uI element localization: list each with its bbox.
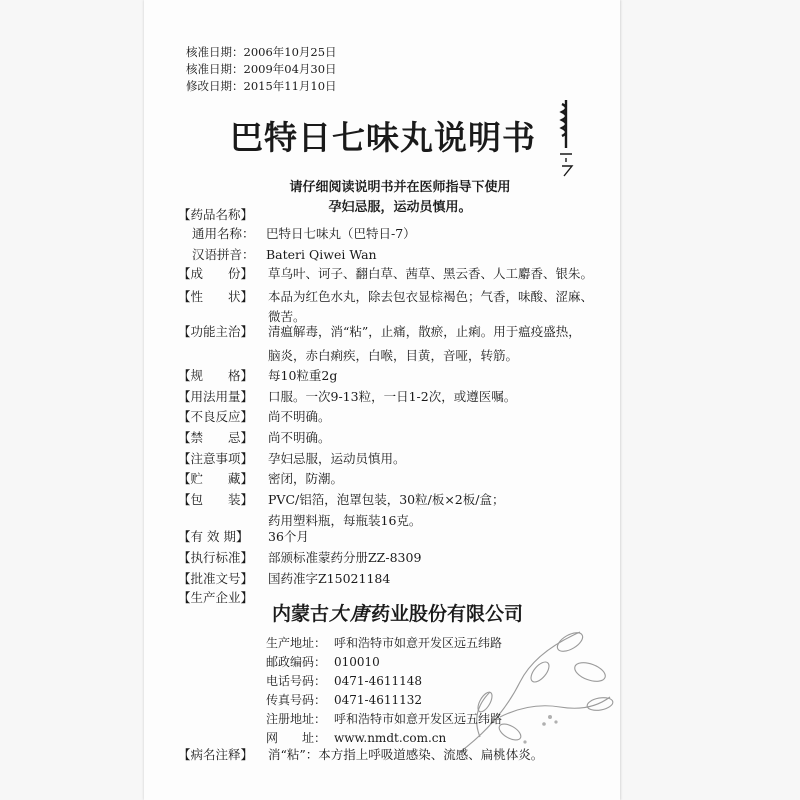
approval-label: 【批准文号】 (178, 571, 254, 586)
validity-label: 【有 效 期】 (178, 529, 249, 544)
common-name-label: 通用名称： (192, 226, 255, 241)
annotation-label: 【病名注释】 (178, 747, 254, 762)
date-line: 核准日期：2009年04月30日 (186, 62, 337, 76)
common-name-value: 巴特日七味丸（巴特日-7） (266, 226, 416, 241)
character-value: 本品为红色水丸，除去包衣显棕褐色；气香，味酸、涩麻、 (268, 289, 594, 304)
specification-label: 【规 格】 (178, 368, 254, 383)
date-line: 核准日期：2006年10月25日 (186, 45, 337, 59)
character-value-cont: 微苦。 (268, 309, 306, 324)
usage-notice: 请仔细阅读说明书并在医师指导下使用 (289, 180, 511, 195)
contact-label: 生产地址： (266, 636, 327, 650)
specification-value: 每10粒重2g (268, 368, 338, 383)
dosage-row (178, 387, 516, 407)
contact-row (266, 634, 502, 653)
contraindications-row (178, 428, 331, 448)
approval-value: 国药准字Z15021184 (268, 571, 391, 586)
contact-label: 邮政编码： (266, 655, 327, 669)
contact-row (266, 691, 422, 710)
company-suffix: 药业股份有限公司 (371, 603, 524, 625)
contact-value: 呼和浩特市如意开发区远五纬路 (334, 636, 503, 650)
contact-label: 电话号码： (266, 674, 327, 688)
common-name-row (178, 224, 416, 244)
indications-value-cont: 脑炎，赤白痢疾，白喉，目黄，音哑，转筋。 (268, 348, 519, 363)
approval-dates (186, 44, 337, 95)
contact-value: 010010 (334, 655, 380, 669)
standard-row (178, 548, 421, 568)
contact-value: 呼和浩特市如意开发区远五纬路 (334, 712, 503, 726)
storage-value: 密闭，防潮。 (268, 471, 344, 486)
validity-value: 36个月 (268, 529, 309, 544)
character-label: 【性 状】 (178, 289, 254, 304)
pregnancy-warning: 孕妇忌服，运动员慎用。 (328, 200, 472, 215)
storage-row (178, 469, 343, 489)
website-value: www.nmdt.com.cn (334, 731, 447, 745)
ingredients-label: 【成 份】 (178, 266, 254, 281)
specification-row (178, 366, 337, 386)
document-title: 巴特日七味丸说明书 (230, 118, 536, 157)
storage-label: 【贮 藏】 (178, 471, 254, 486)
pinyin-row (178, 245, 377, 265)
adverse-row (178, 407, 331, 427)
precautions-value: 孕妇忌服，运动员慎用。 (268, 451, 406, 466)
standard-label: 【执行标准】 (178, 550, 254, 565)
contact-label: 注册地址： (266, 712, 327, 726)
indications-row (178, 322, 581, 342)
contact-value: 0471-4611148 (334, 674, 423, 688)
adverse-label: 【不良反应】 (178, 409, 254, 424)
adverse-value: 尚不明确。 (268, 409, 331, 424)
contact-label: 传真号码： (266, 693, 327, 707)
date-line: 修改日期：2015年11月10日 (186, 79, 337, 93)
package-row (178, 490, 504, 510)
approval-row (178, 569, 390, 589)
annotation-row (178, 745, 543, 763)
dosage-value: 口服。一次9-13粒，一日1-2次，或遵医嘱。 (268, 389, 517, 404)
company-brand: 大唐 (329, 603, 372, 625)
precautions-label: 【注意事项】 (178, 451, 254, 466)
character-row (178, 287, 593, 307)
contact-row (266, 710, 502, 729)
package-label: 【包 装】 (178, 492, 254, 507)
pinyin-label: 汉语拼音： (192, 247, 255, 262)
contraindications-value: 尚不明确。 (268, 430, 331, 445)
annotation-value: 消“粘”：本方指上呼吸道感染、流感、扁桃体炎。 (268, 747, 544, 762)
package-value-cont: 药用塑料瓶，每瓶装16克。 (268, 513, 422, 528)
manufacturer-row (178, 588, 268, 608)
standard-value: 部颁标准蒙药分册ZZ-8309 (268, 550, 422, 565)
contraindications-label: 【禁 忌】 (178, 430, 254, 445)
drug-name-header: 【药品名称】 (178, 207, 254, 222)
contact-value: 0471-4611132 (334, 693, 423, 707)
company-prefix: 内蒙古 (272, 603, 330, 625)
mongolian-script-mark (552, 96, 582, 178)
validity-row (178, 527, 309, 547)
dosage-label: 【用法用量】 (178, 389, 254, 404)
precautions-row (178, 449, 406, 469)
contact-row (266, 653, 380, 672)
indications-value: 清瘟解毒，消“粘”，止痛，散瘀，止痢。用于瘟疫盛热， (268, 324, 581, 339)
manufacturer-label: 【生产企业】 (178, 590, 254, 605)
ingredients-value: 草乌叶、诃子、翻白草、茜草、黑云香、人工麝香、银朱。 (268, 266, 594, 281)
contact-row (266, 672, 422, 691)
ingredients-row (178, 264, 593, 284)
contact-label: 网 址： (266, 731, 327, 745)
indications-label: 【功能主治】 (178, 324, 254, 339)
pinyin-value: Bateri Qiwei Wan (266, 247, 377, 262)
package-value: PVC/铝箔，泡罩包装，30粒/板×2板/盒； (268, 492, 505, 507)
